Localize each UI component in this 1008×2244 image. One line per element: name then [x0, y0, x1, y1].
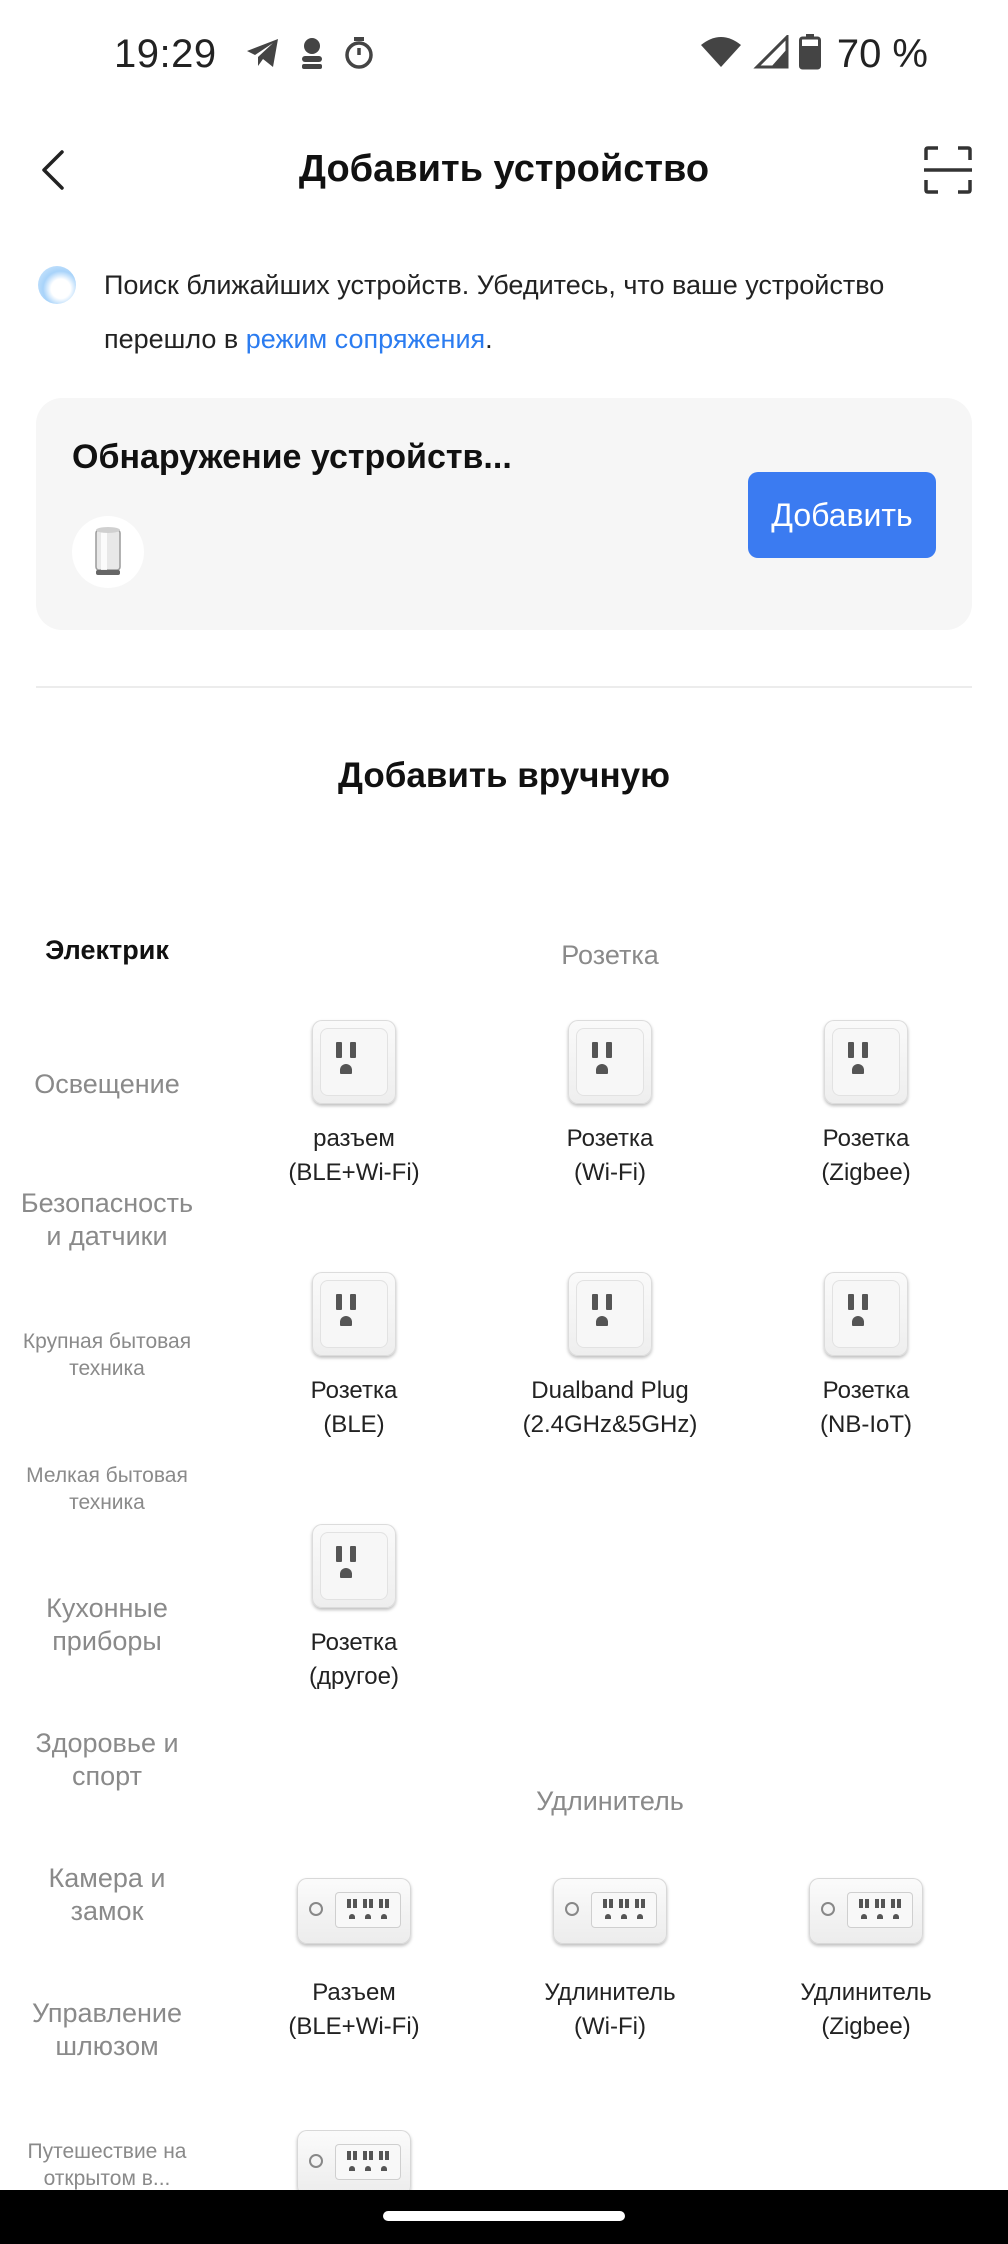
sidebar-item-gateway[interactable]: Управление шлюзом: [31, 1998, 183, 2061]
scan-icon: [922, 144, 974, 196]
searching-indicator-icon: [38, 266, 76, 304]
tile-label: Розетка: [310, 1377, 398, 1404]
page-title: Добавить устройство: [298, 148, 710, 190]
battery-icon: [799, 34, 821, 75]
device-tile[interactable]: [746, 1878, 986, 2044]
device-tile[interactable]: [746, 1272, 986, 1442]
hint-period: .: [485, 324, 493, 354]
timer-icon: [343, 36, 375, 75]
sidebar-item-electric[interactable]: Электрик: [45, 935, 169, 965]
tile-sublabel: (другое): [309, 1663, 399, 1690]
tile-sublabel: (NB-IoT): [820, 1411, 912, 1438]
tile-sublabel: (Zigbee): [821, 2013, 911, 2040]
sidebar-item-small-appliances[interactable]: Мелкая бытовая техника: [26, 1464, 188, 1514]
tile-label: Розетка: [822, 1125, 910, 1152]
tile-label: Удлинитель: [800, 1979, 932, 2006]
telegram-icon: [245, 37, 281, 74]
discovery-card: [36, 398, 972, 630]
section-title-socket: Розетка: [561, 940, 659, 970]
power-strip-icon: [809, 1878, 923, 1944]
power-strip-icon: [553, 1878, 667, 1944]
socket-icon: [568, 1272, 652, 1356]
status-left-icons: [245, 36, 375, 75]
wifi-icon: [699, 35, 743, 74]
tile-sublabel: (BLE): [323, 1411, 385, 1438]
socket-icon: [312, 1020, 396, 1104]
battery-percent: 70 %: [836, 32, 928, 76]
top-app-bar: [0, 120, 1008, 220]
socket-icon: [824, 1020, 908, 1104]
device-tile[interactable]: [234, 1020, 474, 1190]
power-strip-icon: [297, 1878, 411, 1944]
person-icon: [299, 37, 325, 74]
sidebar-item-lighting[interactable]: Освещение: [34, 1069, 180, 1099]
device-tile[interactable]: [234, 1272, 474, 1442]
socket-icon: [312, 1272, 396, 1356]
sidebar-item-camera-lock[interactable]: Камера и замок: [48, 1863, 166, 1926]
tile-label: Разъем: [312, 1979, 396, 2006]
home-gesture-handle[interactable]: [383, 2211, 625, 2221]
device-tile[interactable]: [746, 1020, 986, 1190]
pairing-mode-link[interactable]: режим сопряжения: [245, 324, 486, 354]
tile-sublabel: (2.4GHz&5GHz): [522, 1411, 698, 1438]
signal-icon: [753, 35, 789, 74]
device-tile-partial[interactable]: [234, 2130, 474, 2190]
status-bar: [0, 0, 1008, 115]
device-tile[interactable]: [490, 1272, 730, 1442]
socket-icon: [312, 1524, 396, 1608]
tile-sublabel: (Zigbee): [821, 1159, 911, 1186]
power-strip-icon: [297, 2130, 411, 2190]
manual-add-title: Добавить вручную: [338, 756, 670, 795]
tile-label: разъем: [313, 1125, 395, 1152]
sidebar-item-outdoor[interactable]: Путешествие на открытом в...: [27, 2140, 187, 2190]
hint-text: Поиск ближайших устройств. Убедитесь, что ваше устройство перешло в: [104, 270, 885, 354]
device-tile[interactable]: [490, 1878, 730, 2044]
device-tile[interactable]: [234, 1878, 474, 2044]
tile-label: Розетка: [566, 1125, 654, 1152]
tile-sublabel: (Wi-Fi): [574, 2013, 646, 2040]
status-time: 19:29: [114, 32, 217, 76]
tile-label: Розетка: [310, 1629, 398, 1656]
socket-icon: [824, 1272, 908, 1356]
cylinder-device-icon: [93, 526, 123, 578]
discovered-device-thumbnail[interactable]: [72, 516, 144, 588]
sidebar-item-kitchen[interactable]: Кухонные приборы: [46, 1593, 168, 1656]
device-tile[interactable]: [490, 1020, 730, 1190]
socket-icon: [568, 1020, 652, 1104]
add-discovered-button[interactable]: Добавить: [748, 472, 936, 558]
section-title-power-strip: Удлинитель: [536, 1786, 684, 1816]
tile-sublabel: (Wi-Fi): [574, 1159, 646, 1186]
tile-label: Dualband Plug: [531, 1377, 689, 1404]
discovery-title: Обнаружение устройств...: [72, 438, 512, 476]
search-hint-text: [104, 258, 964, 366]
scan-button[interactable]: [922, 144, 974, 196]
tile-label: Удлинитель: [544, 1979, 676, 2006]
tile-sublabel: (BLE+Wi-Fi): [288, 2013, 420, 2040]
sidebar-item-health[interactable]: Здоровье и спорт: [35, 1728, 179, 1791]
divider: [36, 686, 972, 688]
status-right-icons: [699, 32, 928, 77]
sidebar-item-security[interactable]: Безопасность и датчики: [20, 1188, 194, 1251]
tile-label: Розетка: [822, 1377, 910, 1404]
device-tile[interactable]: [234, 1524, 474, 1694]
tile-sublabel: (BLE+Wi-Fi): [288, 1159, 420, 1186]
sidebar-item-large-appliances[interactable]: Крупная бытовая техника: [22, 1330, 192, 1380]
